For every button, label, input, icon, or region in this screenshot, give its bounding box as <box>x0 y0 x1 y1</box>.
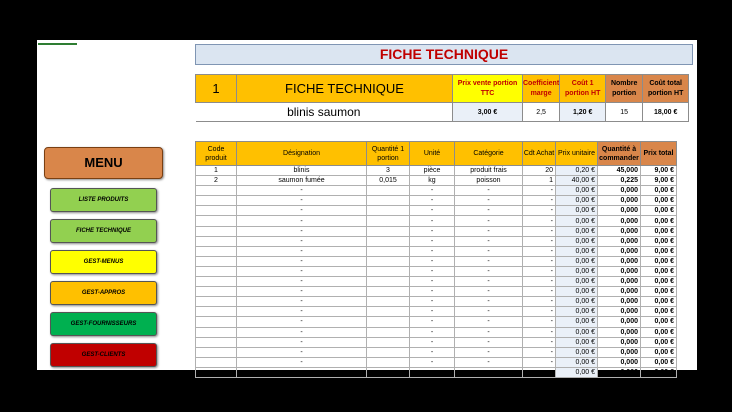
cell-categorie: - <box>455 216 523 226</box>
gest-appros-button[interactable]: GEST-APPROS <box>50 281 157 305</box>
cell-unite: - <box>410 327 455 337</box>
cell-categorie: - <box>455 186 523 196</box>
cell-designation[interactable]: - <box>237 246 367 256</box>
cell-unite: - <box>410 337 455 347</box>
cell-quantite-commander: 0,000 <box>598 226 641 236</box>
cell-cdt-achat: - <box>523 307 556 317</box>
cell-prix-unitaire: 0,00 € <box>556 337 598 347</box>
recipe-number[interactable]: 1 <box>196 75 237 103</box>
table-row <box>196 266 677 276</box>
value-nombre-portion[interactable]: 15 <box>606 103 643 122</box>
cell-cdt-achat: - <box>523 186 556 196</box>
table-row <box>196 327 677 337</box>
cell-categorie: - <box>455 287 523 297</box>
table-row <box>196 176 677 186</box>
cell-selection-marker <box>38 43 77 45</box>
cell-code-produit[interactable] <box>196 196 237 206</box>
cell-quantite-commander: 0,000 <box>598 337 641 347</box>
cell-code-produit[interactable] <box>196 367 237 377</box>
table-row <box>196 357 677 367</box>
cell-categorie: - <box>455 266 523 276</box>
cell-categorie: - <box>455 347 523 357</box>
cell-categorie: - <box>455 367 523 377</box>
cell-cdt-achat: 1 <box>523 176 556 186</box>
cell-categorie: - <box>455 357 523 367</box>
cell-quantite-commander: 0,000 <box>598 327 641 337</box>
cell-prix-total: 0,00 € <box>641 236 677 246</box>
cell-prix-total: 0,00 € <box>641 337 677 347</box>
cell-prix-unitaire: 0,00 € <box>556 287 598 297</box>
cell-cdt-achat: 20 <box>523 166 556 176</box>
cell-categorie: - <box>455 327 523 337</box>
cell-cdt-achat: - <box>523 287 556 297</box>
cell-unite: - <box>410 196 455 206</box>
header-coefficient: Coefficient marge <box>523 75 560 103</box>
cell-quantite-portion[interactable]: 3 <box>367 166 410 176</box>
cell-unite: kg <box>410 176 455 186</box>
cell-code-produit[interactable] <box>196 327 237 337</box>
cell-code-produit[interactable]: 1 <box>196 166 237 176</box>
cell-code-produit[interactable] <box>196 186 237 196</box>
cell-prix-unitaire: 0,00 € <box>556 186 598 196</box>
cell-code-produit[interactable] <box>196 347 237 357</box>
table-row <box>196 287 677 297</box>
cell-prix-total: 9,00 € <box>641 166 677 176</box>
cell-quantite-commander: 0,000 <box>598 347 641 357</box>
cell-unite: - <box>410 277 455 287</box>
col-categorie: Catégorie <box>455 142 523 166</box>
cell-quantite-portion[interactable] <box>367 357 410 367</box>
cell-cdt-achat: - <box>523 246 556 256</box>
cell-quantite-portion[interactable] <box>367 337 410 347</box>
cell-designation[interactable]: - <box>237 206 367 216</box>
cell-code-produit[interactable] <box>196 246 237 256</box>
cell-unite: - <box>410 287 455 297</box>
table-row <box>196 337 677 347</box>
cell-code-produit[interactable] <box>196 256 237 266</box>
cell-prix-unitaire: 0,00 € <box>556 206 598 216</box>
cell-unite: - <box>410 266 455 276</box>
cell-quantite-portion[interactable] <box>367 307 410 317</box>
cell-designation[interactable]: - <box>237 317 367 327</box>
cell-unite: - <box>410 367 455 377</box>
cell-prix-unitaire: 0,00 € <box>556 226 598 236</box>
col-prix-unitaire: Prix unitaire <box>556 142 598 166</box>
cell-cdt-achat: - <box>523 206 556 216</box>
table-row <box>196 206 677 216</box>
col-code-produit: Code produit <box>196 142 237 166</box>
cell-quantite-commander: 0,000 <box>598 367 641 377</box>
cell-cdt-achat: - <box>523 226 556 236</box>
cell-categorie: - <box>455 256 523 266</box>
menu-title: MENU <box>44 147 163 179</box>
cell-prix-unitaire: 0,00 € <box>556 266 598 276</box>
cell-prix-unitaire: 0,00 € <box>556 256 598 266</box>
spreadsheet-sheet <box>37 40 697 376</box>
col-quantite-portion: Quantité 1 portion <box>367 142 410 166</box>
table-row <box>196 317 677 327</box>
cell-quantite-commander: 0,000 <box>598 196 641 206</box>
col-quantite-commander: Quantité à commander <box>598 142 641 166</box>
cell-prix-total: 0,00 € <box>641 226 677 236</box>
cell-categorie: poisson <box>455 176 523 186</box>
col-designation: Désignation <box>237 142 367 166</box>
cell-cdt-achat: - <box>523 216 556 226</box>
fiche-technique-button[interactable]: FICHE TECHNIQUE <box>50 219 157 243</box>
recipe-summary-table <box>195 74 689 122</box>
gest-clients-button[interactable]: GEST-CLIENTS <box>50 343 157 367</box>
cell-quantite-commander: 0,000 <box>598 256 641 266</box>
cell-code-produit[interactable] <box>196 317 237 327</box>
cell-cdt-achat: - <box>523 236 556 246</box>
cell-categorie: - <box>455 317 523 327</box>
cell-prix-unitaire: 0,20 € <box>556 166 598 176</box>
cell-prix-unitaire: 0,00 € <box>556 297 598 307</box>
cell-cdt-achat: - <box>523 337 556 347</box>
cell-prix-total: 0,00 € <box>641 347 677 357</box>
cell-prix-unitaire: 0,00 € <box>556 277 598 287</box>
cell-quantite-commander: 0,000 <box>598 206 641 216</box>
cell-code-produit[interactable]: 2 <box>196 176 237 186</box>
ingredients-table <box>195 141 677 378</box>
cell-designation[interactable]: - <box>237 236 367 246</box>
cell-quantite-portion[interactable] <box>367 327 410 337</box>
cell-code-produit[interactable] <box>196 337 237 347</box>
cell-quantite-portion[interactable] <box>367 246 410 256</box>
cell-quantite-commander: 45,000 <box>598 166 641 176</box>
cell-quantite-commander: 0,000 <box>598 246 641 256</box>
cell-prix-unitaire: 0,00 € <box>556 307 598 317</box>
header-cout-total: Coût total portion HT <box>643 75 689 103</box>
cell-prix-unitaire: 0,00 € <box>556 347 598 357</box>
cell-prix-unitaire: 0,00 € <box>556 367 598 377</box>
cell-categorie: - <box>455 277 523 287</box>
cell-quantite-portion[interactable] <box>367 236 410 246</box>
table-row <box>196 297 677 307</box>
cell-categorie: - <box>455 307 523 317</box>
cell-designation[interactable]: - <box>237 337 367 347</box>
cell-categorie: - <box>455 196 523 206</box>
cell-cdt-achat: - <box>523 297 556 307</box>
cell-prix-total: 0,00 € <box>641 297 677 307</box>
cell-categorie: - <box>455 337 523 347</box>
cell-quantite-portion[interactable] <box>367 266 410 276</box>
cell-prix-total: 0,00 € <box>641 266 677 276</box>
cell-designation[interactable]: - <box>237 327 367 337</box>
cell-prix-total: 9,00 € <box>641 176 677 186</box>
cell-prix-total: 0,00 € <box>641 327 677 337</box>
cell-code-produit[interactable] <box>196 226 237 236</box>
cell-quantite-portion[interactable] <box>367 206 410 216</box>
table-row <box>196 196 677 206</box>
cell-cdt-achat: - <box>523 196 556 206</box>
cell-designation[interactable]: - <box>237 216 367 226</box>
cell-quantite-commander: 0,000 <box>598 287 641 297</box>
cell-quantite-portion[interactable] <box>367 277 410 287</box>
table-row <box>196 277 677 287</box>
cell-quantite-portion[interactable] <box>367 216 410 226</box>
cell-quantite-portion[interactable] <box>367 196 410 206</box>
cell-code-produit[interactable] <box>196 206 237 216</box>
cell-designation[interactable]: - <box>237 226 367 236</box>
cell-code-produit[interactable] <box>196 266 237 276</box>
table-row <box>196 166 677 176</box>
cell-designation[interactable]: - <box>237 307 367 317</box>
cell-prix-total: 0,00 € <box>641 317 677 327</box>
cell-quantite-commander: 0,225 <box>598 176 641 186</box>
col-cdt-achat: Cdt Achat <box>523 142 556 166</box>
cell-prix-total: 0,00 € <box>641 287 677 297</box>
table-row <box>196 246 677 256</box>
cell-quantite-commander: 0,000 <box>598 186 641 196</box>
cell-quantite-portion[interactable] <box>367 317 410 327</box>
cell-prix-unitaire: 0,00 € <box>556 357 598 367</box>
cell-prix-unitaire: 0,00 € <box>556 327 598 337</box>
header-prix-vente: Prix vente portion TTC <box>453 75 523 103</box>
cell-prix-unitaire: 0,00 € <box>556 216 598 226</box>
cell-unite: pièce <box>410 166 455 176</box>
page-title: FICHE TECHNIQUE <box>195 44 693 65</box>
cell-unite: - <box>410 186 455 196</box>
cell-designation[interactable]: - <box>237 367 367 377</box>
value-cout-portion: 1,20 € <box>560 103 606 122</box>
cell-prix-total: 0,00 € <box>641 367 677 377</box>
cell-designation[interactable]: - <box>237 297 367 307</box>
cell-quantite-portion[interactable]: 0,015 <box>367 176 410 186</box>
table-row <box>196 256 677 266</box>
cell-unite: - <box>410 256 455 266</box>
cell-code-produit[interactable] <box>196 277 237 287</box>
recipe-name[interactable]: blinis saumon <box>196 103 453 122</box>
cell-prix-unitaire: 0,00 € <box>556 317 598 327</box>
cell-prix-unitaire: 0,00 € <box>556 236 598 246</box>
cell-designation[interactable]: blinis <box>237 166 367 176</box>
cell-quantite-commander: 0,000 <box>598 317 641 327</box>
table-row <box>196 216 677 226</box>
cell-code-produit[interactable] <box>196 307 237 317</box>
cell-prix-total: 0,00 € <box>641 246 677 256</box>
cell-quantite-commander: 0,000 <box>598 266 641 276</box>
cell-prix-total: 0,00 € <box>641 206 677 216</box>
cell-unite: - <box>410 246 455 256</box>
cell-unite: - <box>410 297 455 307</box>
value-cout-total: 18,00 € <box>643 103 689 122</box>
table-row <box>196 226 677 236</box>
table-row <box>196 307 677 317</box>
cell-quantite-commander: 0,000 <box>598 357 641 367</box>
header-cout-portion: Coût 1 portion HT <box>560 75 606 103</box>
recipe-header-title: FICHE TECHNIQUE <box>237 75 453 103</box>
value-coefficient[interactable]: 2,5 <box>523 103 560 122</box>
cell-categorie: - <box>455 297 523 307</box>
gest-fournisseurs-button[interactable]: GEST-FOURNISSEURS <box>50 312 157 336</box>
table-row <box>196 367 677 377</box>
cell-categorie: - <box>455 206 523 216</box>
cell-quantite-portion[interactable] <box>367 367 410 377</box>
cell-prix-unitaire: 40,00 € <box>556 176 598 186</box>
cell-designation[interactable]: - <box>237 186 367 196</box>
cell-code-produit[interactable] <box>196 287 237 297</box>
cell-prix-total: 0,00 € <box>641 256 677 266</box>
cell-cdt-achat: - <box>523 266 556 276</box>
cell-categorie: produit frais <box>455 166 523 176</box>
cell-quantite-commander: 0,000 <box>598 236 641 246</box>
gest-menus-button[interactable]: GEST-MENUS <box>50 250 157 274</box>
cell-prix-total: 0,00 € <box>641 186 677 196</box>
cell-categorie: - <box>455 246 523 256</box>
table-row <box>196 186 677 196</box>
cell-unite: - <box>410 357 455 367</box>
cell-quantite-commander: 0,000 <box>598 297 641 307</box>
cell-prix-total: 0,00 € <box>641 307 677 317</box>
col-unite: Unité <box>410 142 455 166</box>
cell-categorie: - <box>455 236 523 246</box>
cell-cdt-achat: - <box>523 347 556 357</box>
cell-quantite-portion[interactable] <box>367 226 410 236</box>
cell-prix-total: 0,00 € <box>641 277 677 287</box>
cell-designation[interactable]: - <box>237 196 367 206</box>
cell-quantite-commander: 0,000 <box>598 277 641 287</box>
cell-prix-total: 0,00 € <box>641 196 677 206</box>
cell-code-produit[interactable] <box>196 216 237 226</box>
liste-produits-button[interactable]: LISTE PRODUITS <box>50 188 157 212</box>
cell-code-produit[interactable] <box>196 357 237 367</box>
cell-designation[interactable]: saumon fumée <box>237 176 367 186</box>
cell-prix-unitaire: 0,00 € <box>556 196 598 206</box>
col-prix-total: Prix total <box>641 142 677 166</box>
cell-cdt-achat: - <box>523 317 556 327</box>
cell-prix-unitaire: 0,00 € <box>556 246 598 256</box>
cell-prix-total: 0,00 € <box>641 216 677 226</box>
table-row <box>196 236 677 246</box>
cell-code-produit[interactable] <box>196 297 237 307</box>
cell-designation[interactable]: - <box>237 287 367 297</box>
cell-quantite-commander: 0,000 <box>598 216 641 226</box>
cell-quantite-portion[interactable] <box>367 347 410 357</box>
cell-designation[interactable]: - <box>237 347 367 357</box>
cell-code-produit[interactable] <box>196 236 237 246</box>
cell-quantite-portion[interactable] <box>367 287 410 297</box>
cell-quantite-commander: 0,000 <box>598 307 641 317</box>
cell-designation[interactable]: - <box>237 277 367 287</box>
cell-designation[interactable]: - <box>237 266 367 276</box>
cell-unite: - <box>410 307 455 317</box>
cell-unite: - <box>410 347 455 357</box>
cell-prix-total: 0,00 € <box>641 357 677 367</box>
cell-unite: - <box>410 226 455 236</box>
value-prix-vente[interactable]: 3,00 € <box>453 103 523 122</box>
cell-cdt-achat: - <box>523 367 556 377</box>
cell-designation[interactable]: - <box>237 256 367 266</box>
cell-unite: - <box>410 236 455 246</box>
cell-unite: - <box>410 317 455 327</box>
cell-categorie: - <box>455 226 523 236</box>
cell-quantite-portion[interactable] <box>367 297 410 307</box>
cell-cdt-achat: - <box>523 277 556 287</box>
cell-cdt-achat: - <box>523 357 556 367</box>
cell-quantite-portion[interactable] <box>367 256 410 266</box>
cell-cdt-achat: - <box>523 327 556 337</box>
cell-cdt-achat: - <box>523 256 556 266</box>
header-nombre-portion: Nombre portion <box>606 75 643 103</box>
cell-unite: - <box>410 206 455 216</box>
cell-designation[interactable]: - <box>237 357 367 367</box>
table-row <box>196 347 677 357</box>
cell-unite: - <box>410 216 455 226</box>
cell-quantite-portion[interactable] <box>367 186 410 196</box>
